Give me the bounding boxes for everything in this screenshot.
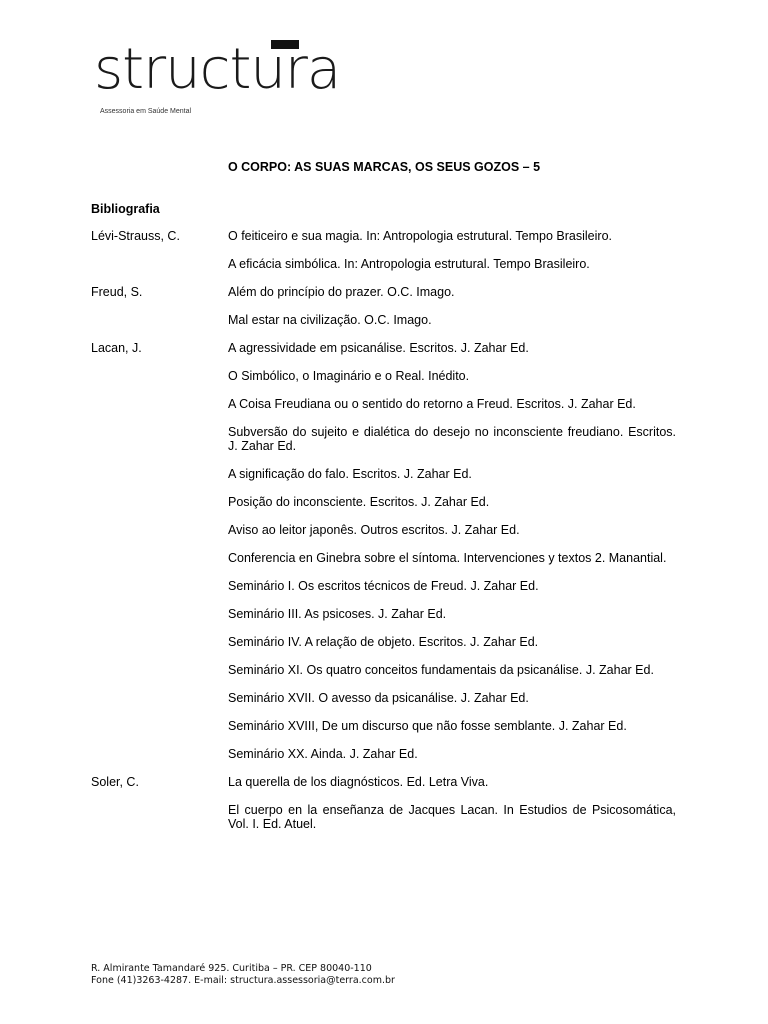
- bibliography-entry: Seminário III. As psicoses. J. Zahar Ed.: [228, 607, 447, 621]
- bibliography-entry: Conferencia en Ginebra sobre el síntoma. Intervenciones y textos 2. Manantial.: [228, 551, 667, 565]
- bibliography-entry: O Simbólico, o Imaginário e o Real. Inédito.: [228, 369, 470, 383]
- bibliography-entry: Seminário XVIII, De um discurso que não fosse semblante. J. Zahar Ed.: [228, 719, 627, 733]
- bibliography-entry: La querella de los diagnósticos. Ed. Letra Viva.: [228, 775, 489, 789]
- bibliography-author: Lacan, J.: [91, 341, 142, 355]
- section-title: Bibliografia: [91, 202, 160, 216]
- bibliography-entry: Seminário XVII. O avesso da psicanálise. J. Zahar Ed.: [228, 691, 529, 705]
- footer-address: R. Almirante Tamandaré 925. Curitiba – PR. CEP 80040-110: [91, 963, 372, 974]
- bibliography-entry: Seminário IV. A relação de objeto. Escritos. J. Zahar Ed.: [228, 635, 539, 649]
- bibliography-entry: Posição do inconsciente. Escritos. J. Zahar Ed.: [228, 495, 490, 509]
- bibliography-list: [91, 229, 676, 845]
- bibliography-entry: Aviso ao leitor japonês. Outros escritos. J. Zahar Ed.: [228, 523, 520, 537]
- bibliography-works: [228, 229, 676, 285]
- bibliography-author: Soler, C.: [91, 775, 139, 789]
- page-footer: [91, 963, 395, 986]
- footer-contact: Fone (41)3263-4287. E-mail: structura.assessoria@terra.com.br: [91, 974, 395, 986]
- bibliography-author: Freud, S.: [91, 285, 143, 299]
- bibliography-group: [91, 285, 676, 341]
- bibliography-entry: Mal estar na civilização. O.C. Imago.: [228, 313, 432, 327]
- logo-tagline: Assessoria em Saúde Mental: [100, 108, 192, 115]
- document-title: O CORPO: AS SUAS MARCAS, OS SEUS GOZOS – 5: [227, 160, 541, 174]
- bibliography-entry: A agressividade em psicanálise. Escritos. J. Zahar Ed.: [228, 341, 529, 355]
- bibliography-entry: El cuerpo en la enseñanza de Jacques Lacan. In Estudios de Psicosomática, Vol. I. Ed. Atuel.: [228, 803, 676, 831]
- bibliography-works: [228, 285, 676, 341]
- bibliography-entry: A significação do falo. Escritos. J. Zahar Ed.: [228, 467, 472, 481]
- bibliography-entry: Além do princípio do prazer. O.C. Imago.: [228, 285, 455, 299]
- bibliography-group: [91, 229, 676, 285]
- bibliography-author: Lévi-Strauss, C.: [91, 229, 180, 243]
- bibliography-works: [228, 341, 676, 775]
- structura-logo: [92, 30, 364, 120]
- bibliography-entry: Seminário I. Os escritos técnicos de Freud. J. Zahar Ed.: [228, 579, 539, 593]
- bibliography-entry: A Coisa Freudiana ou o sentido do retorno a Freud. Escritos. J. Zahar Ed.: [228, 397, 636, 411]
- bibliography-entry: Seminário XX. Ainda. J. Zahar Ed.: [228, 747, 418, 761]
- logo-wordmark: structura: [94, 37, 341, 102]
- bibliography-entry: Subversão do sujeito e dialética do desejo no inconsciente freudiano. Escritos. J. Zahar Ed.: [228, 425, 676, 453]
- bibliography-entry: A eficácia simbólica. In: Antropologia estrutural. Tempo Brasileiro.: [228, 257, 590, 271]
- bibliography-entry: O feiticeiro e sua magia. In: Antropologia estrutural. Tempo Brasileiro.: [228, 229, 612, 243]
- bibliography-works: [228, 775, 676, 845]
- bibliography-group: [91, 341, 676, 775]
- bibliography-group: [91, 775, 676, 845]
- bibliography-entry: Seminário XI. Os quatro conceitos fundamentais da psicanálise. J. Zahar Ed.: [228, 663, 654, 677]
